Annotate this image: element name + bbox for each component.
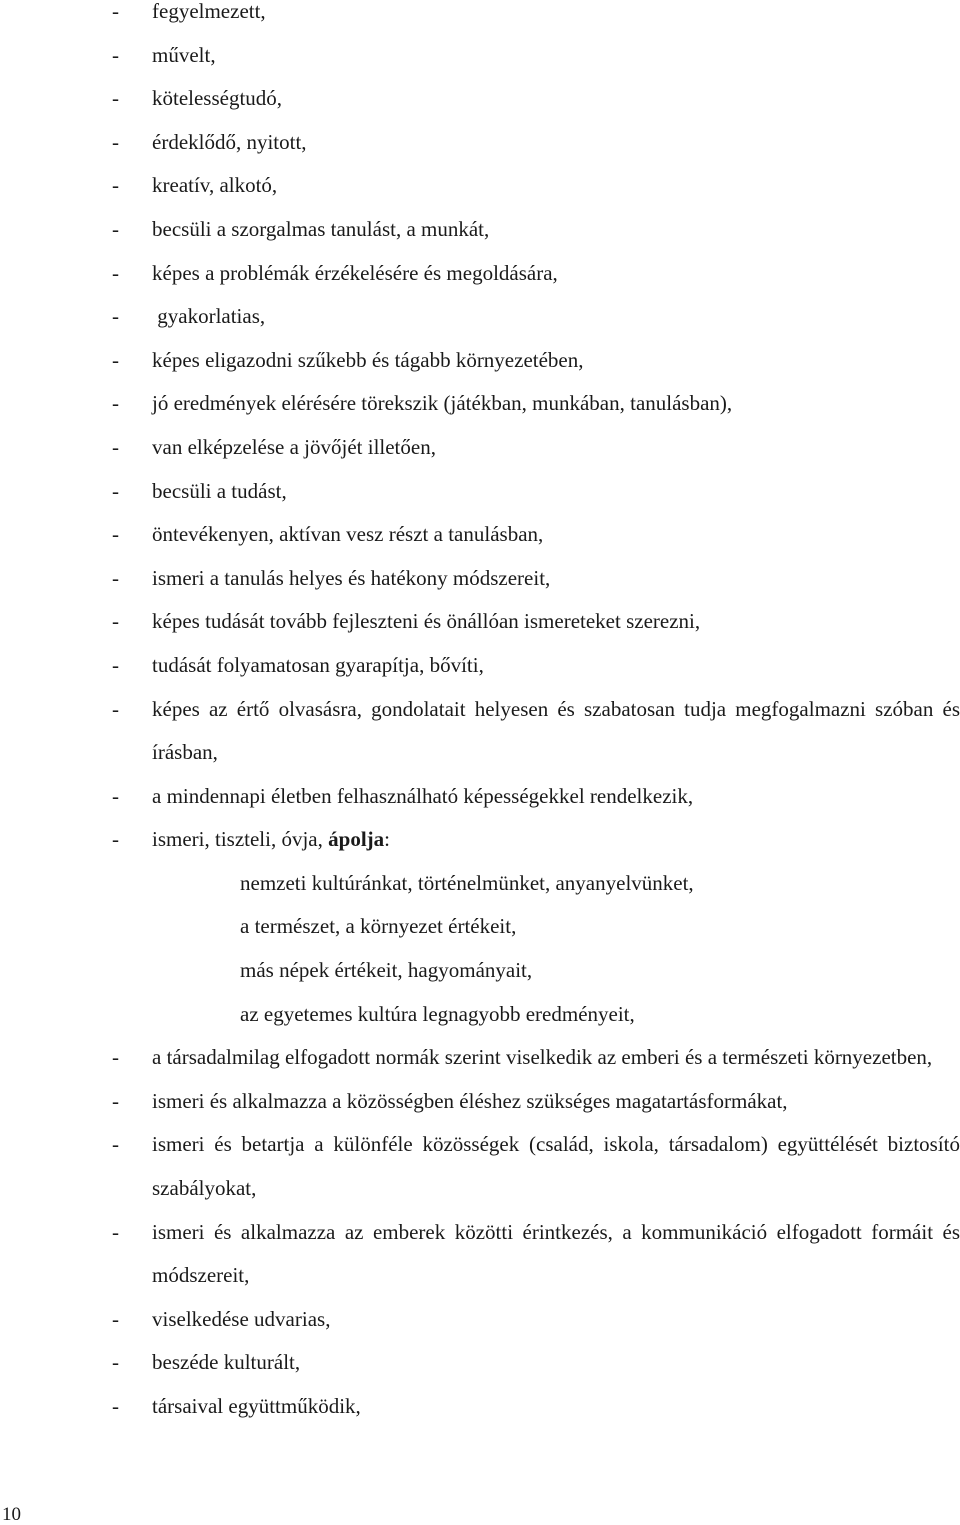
list-dash: -: [112, 391, 119, 416]
list-item-text: képes eligazodni szűkebb és tágabb környezetében,: [152, 347, 584, 372]
list-dash: -: [112, 609, 119, 634]
sub-list-item: nemzeti kultúránkat, történelmünket, anyanyelvünket,: [240, 870, 694, 895]
list-item: [112, 164, 960, 208]
list-item: [112, 1298, 960, 1342]
list-dash: -: [112, 1306, 119, 1331]
list-item: [112, 644, 960, 688]
list-item: [112, 0, 960, 34]
list-item-text: művelt,: [152, 42, 216, 67]
list-dash: -: [112, 304, 119, 329]
list-item-text: ismeri és alkalmazza az emberek közötti érintkezés, a kommunikáció elfogadott formáit és módszereit,: [152, 1219, 960, 1288]
list-item: [112, 775, 960, 819]
list-item-text: van elképzelése a jövőjét illetően,: [152, 434, 436, 459]
list-item-text: tudását folyamatosan gyarapítja, bővíti,: [152, 652, 484, 677]
list-dash: -: [112, 1350, 119, 1375]
list-item-text: érdeklődő, nyitott,: [152, 129, 307, 154]
list-item: [112, 252, 960, 296]
list-item-text: a mindennapi életben felhasználható képességekkel rendelkezik,: [152, 783, 694, 808]
list-dash: -: [112, 42, 119, 67]
list-item-text: képes a problémák érzékelésére és megoldására,: [152, 260, 558, 285]
list-dash: -: [112, 173, 119, 198]
list-dash: -: [112, 216, 119, 241]
list-item-text: ismeri és alkalmazza a közösségben éléshez szükséges magatartásformákat,: [152, 1088, 788, 1113]
list-item: [112, 513, 960, 557]
list-dash: -: [112, 565, 119, 590]
list-item-text: becsüli a tudást,: [152, 478, 287, 503]
list-dash: -: [112, 434, 119, 459]
list-dash: -: [112, 86, 119, 111]
list-item: [112, 1211, 960, 1298]
bullet-list: [112, 0, 960, 1429]
page-number: 10: [2, 1504, 21, 1525]
apolja-text-after: :: [384, 827, 390, 852]
list-item-text: gyakorlatias,: [152, 304, 266, 329]
list-item: [112, 470, 960, 514]
list-dash: -: [112, 129, 119, 154]
list-item-text: kreatív, alkotó,: [152, 173, 278, 198]
list-item: [112, 600, 960, 644]
apolja-bold-word: ápolja: [328, 827, 385, 852]
list-dash: -: [112, 478, 119, 503]
list-dash: -: [112, 652, 119, 677]
list-dash: -: [112, 260, 119, 285]
list-item: [112, 34, 960, 78]
list-item-text: [152, 818, 960, 862]
list-item-text: viselkedése udvarias,: [152, 1306, 331, 1331]
list-item: [112, 77, 960, 121]
list-item: [112, 1036, 960, 1080]
list-item: [112, 382, 960, 426]
list-dash: -: [112, 1132, 119, 1157]
list-dash: -: [112, 1045, 119, 1070]
list-item-text: jó eredmények elérésére törekszik (játékban, munkában, tanulásban),: [152, 391, 733, 416]
list-dash: -: [112, 1219, 119, 1244]
list-item-apolja: [112, 818, 960, 862]
list-item-text: a társadalmilag elfogadott normák szerint viselkedik az emberi és a természeti környezetben,: [152, 1045, 933, 1070]
sub-list-item: a természet, a környezet értékeit,: [240, 914, 517, 939]
sub-list-item: az egyetemes kultúra legnagyobb eredményeit,: [240, 1001, 635, 1026]
list-item: [112, 208, 960, 252]
list-dash: -: [112, 522, 119, 547]
list-item: [112, 295, 960, 339]
list-item: [112, 1341, 960, 1385]
list-dash: -: [112, 783, 119, 808]
apolja-text-before: ismeri, tiszteli, óvja,: [152, 827, 329, 852]
list-item: [112, 121, 960, 165]
list-item: [112, 557, 960, 601]
list-item-text: becsüli a szorgalmas tanulást, a munkát,: [152, 216, 490, 241]
list-dash: -: [112, 0, 119, 23]
list-item-text: kötelességtudó,: [152, 86, 283, 111]
list-item: [112, 426, 960, 470]
list-item: [112, 688, 960, 775]
list-item: [112, 1123, 960, 1210]
list-dash: -: [112, 696, 119, 721]
list-dash: -: [112, 827, 119, 852]
list-item-text: fegyelmezett,: [152, 0, 266, 23]
list-item-text: öntevékenyen, aktívan vesz részt a tanulásban,: [152, 522, 544, 547]
list-item: [112, 1385, 960, 1429]
list-item-text: beszéde kulturált,: [152, 1350, 301, 1375]
list-dash: -: [112, 1088, 119, 1113]
list-item-text: ismeri és betartja a különféle közösségek (család, iskola, társadalom) együttélését biztosító szabályokat,: [152, 1132, 960, 1201]
list-item-text: társaival együttműködik,: [152, 1394, 361, 1418]
list-item: [112, 339, 960, 383]
sub-list-item: más népek értékeit, hagyományait,: [240, 958, 533, 983]
list-item: [112, 1080, 960, 1124]
list-item-text: képes tudását tovább fejleszteni és önállóan ismereteket szerezni,: [152, 609, 701, 634]
list-dash: -: [112, 347, 119, 372]
list-item-text: ismeri a tanulás helyes és hatékony módszereit,: [152, 565, 551, 590]
list-dash: -: [112, 1394, 119, 1418]
list-item-text: képes az értő olvasásra, gondolatait helyesen és szabatosan tudja megfogalmazni szóban és írásban,: [152, 696, 960, 765]
